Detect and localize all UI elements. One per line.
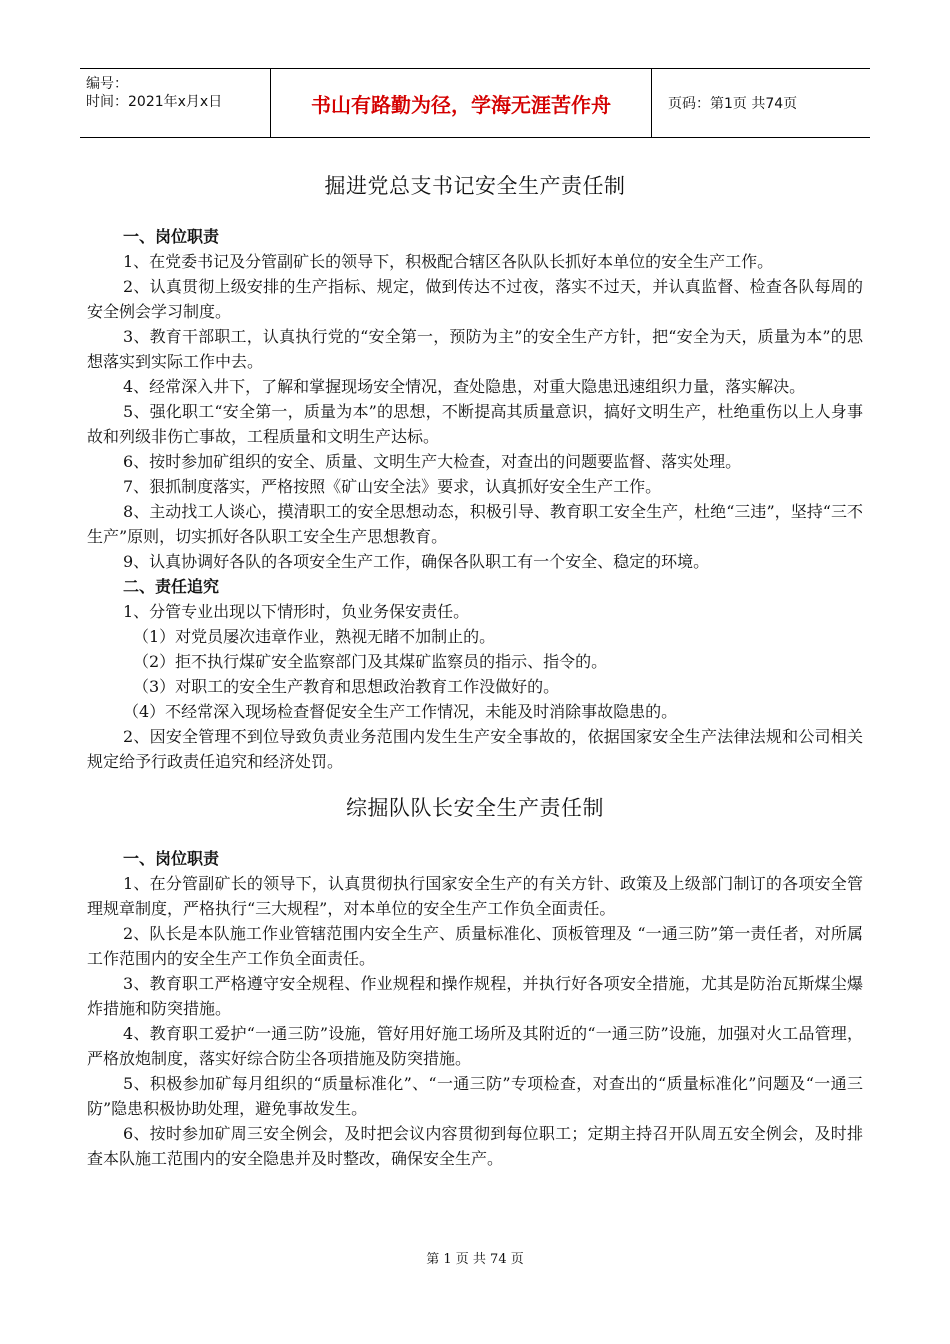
page-header [80,68,870,138]
doc2-section1-heading: 一、岗位职责 [123,849,220,868]
doc2-duty: 1、在分管副矿长的领导下，认真贯彻执行国家安全生产的有关方针、政策及上级部门制订的各项安全管理规章制度，严格执行“三大规程”，对本单位的安全生产工作负全面责任。 [87,874,863,918]
doc2-title: 综掘队队长安全生产责任制 [346,796,604,820]
doc2-duty: 6、按时参加矿周三安全例会，及时把会议内容贯彻到每位职工；定期主持召开队周五安全例会，及时排查本队施工范围内的安全隐患并及时整改，确保安全生产。 [87,1124,863,1168]
document-body [87,170,863,1171]
doc1-resp-item: （1）对党员屡次违章作业，熟视无睹不加制止的。 [133,627,496,646]
doc1-duty: 7、狠抓制度落实，严格按照《矿山安全法》要求，认真抓好安全生产工作。 [123,477,662,496]
doc1-section2-heading: 二、责任追究 [123,577,220,596]
page-footer: 第 1 页 共 74 页 [426,1252,524,1267]
date-label: 时间：2021年x月x日 [86,94,223,110]
doc1-duty: 8、主动找工人谈心，摸清职工的安全思想动态，积极引导、教育职工安全生产，杜绝“三违”，坚持“三不生产”原则，切实抓好各队职工安全生产思想教育。 [87,502,863,546]
doc1-section1-heading: 一、岗位职责 [123,227,220,246]
doc1-duty: 9、认真协调好各队的各项安全生产工作，确保各队职工有一个安全、稳定的环境。 [123,552,710,571]
doc1-resp-final: 2、因安全管理不到位导致负责业务范围内发生生产安全事故的，依据国家安全生产法律法规和公司相关规定给予行政责任追究和经济处罚。 [87,727,863,771]
doc1-duty: 5、强化职工“安全第一，质量为本”的思想，不断提高其质量意识，搞好文明生产，杜绝重伤以上人身事故和列级非伤亡事故，工程质量和文明生产达标。 [87,402,863,446]
header-page-info [660,69,870,137]
doc1-resp-intro: 1、分管专业出现以下情形时，负业务保安责任。 [123,602,470,621]
doc1-resp-item: （4）不经常深入现场检查督促安全生产工作情况，未能及时消除事故隐患的。 [123,702,678,721]
doc1-duty: 3、教育干部职工，认真执行党的“安全第一，预防为主”的安全生产方针，把“安全为天，质量为本”的思想落实到实际工作中去。 [87,327,863,371]
doc1-duty: 4、经常深入井下，了解和掌握现场安全情况，查处隐患，对重大隐患迅速组织力量，落实解决。 [123,377,806,396]
doc1-resp-item: （3）对职工的安全生产教育和思想政治教育工作没做好的。 [133,677,560,696]
header-motto: 书山有路勤为径，学海无涯苦作舟 [270,69,652,137]
number-label: 编号： [86,76,128,92]
doc1-resp-item: （2）拒不执行煤矿安全监察部门及其煤矿监察员的指示、指令的。 [133,652,608,671]
doc2-duty: 5、积极参加矿每月组织的“质量标准化”、“一通三防”专项检查，对查出的“质量标准化”问题及“一通三防”隐患积极协助处理，避免事故发生。 [87,1074,863,1118]
header-meta [80,69,270,137]
doc2-duty: 2、队长是本队施工作业管辖范围内安全生产、质量标准化、顶板管理及 “一通三防”第一责任者，对所属工作范围内的安全生产工作负全面责任。 [87,924,863,968]
doc1-duty: 6、按时参加矿组织的安全、质量、文明生产大检查，对查出的问题要监督、落实处理。 [123,452,742,471]
doc1-title: 掘进党总支书记安全生产责任制 [324,174,626,198]
doc1-duty: 2、认真贯彻上级安排的生产指标、规定，做到传达不过夜，落实不过天，并认真监督、检查各队每周的安全例会学习制度。 [87,277,863,321]
doc2-duty: 4、教育职工爱护“一通三防”设施，管好用好施工场所及其附近的“一通三防”设施，加强对火工品管理，严格放炮制度，落实好综合防尘各项措施及防突措施。 [87,1024,863,1068]
doc2-duty: 3、教育职工严格遵守安全规程、作业规程和操作规程，并执行好各项安全措施，尤其是防治瓦斯煤尘爆炸措施和防突措施。 [87,974,863,1018]
page-info-text: 页码：第1页 共74页 [668,96,798,112]
doc1-duty: 1、在党委书记及分管副矿长的领导下，积极配合辖区各队队长抓好本单位的安全生产工作。 [123,252,774,271]
